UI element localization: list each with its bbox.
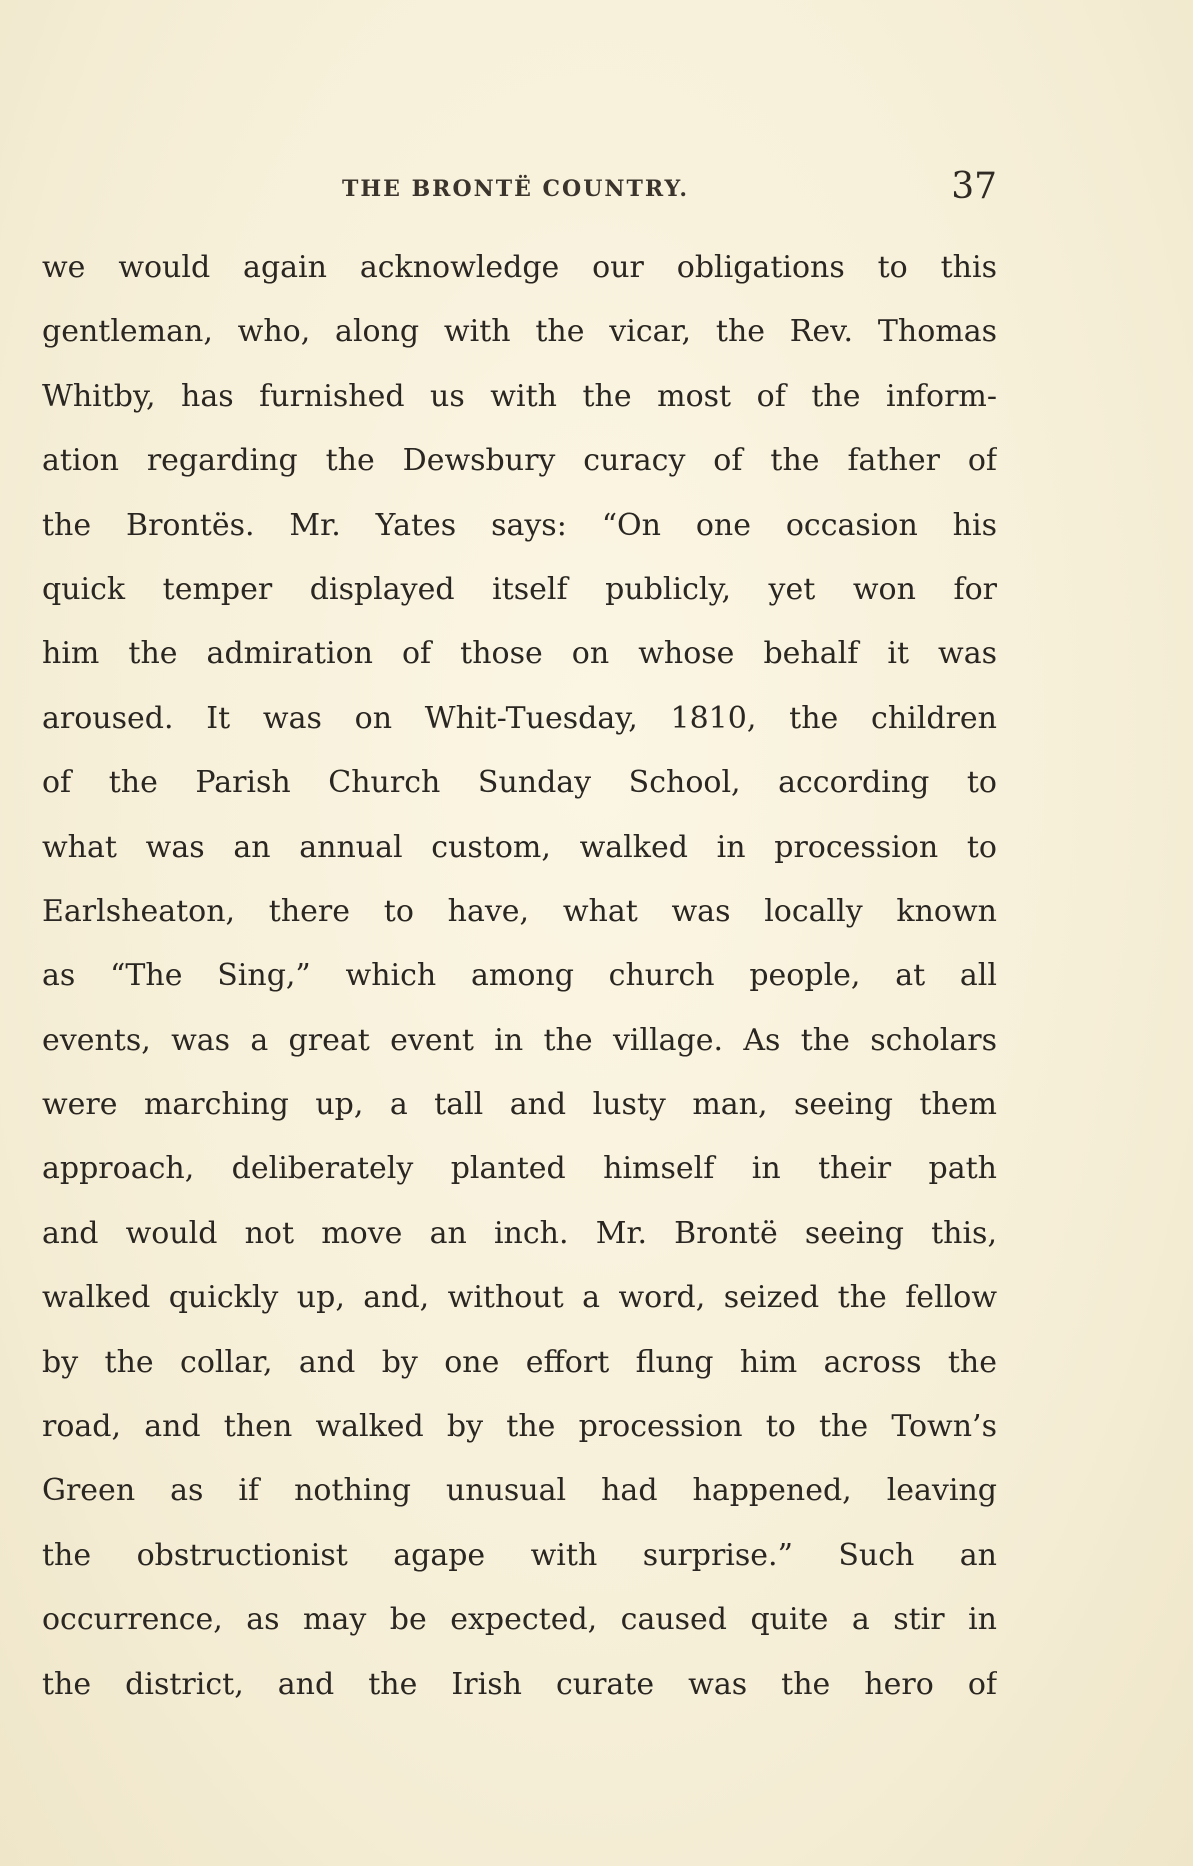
page-header <box>42 166 997 216</box>
text-line: we would again acknowledge our obligations to this <box>42 250 997 285</box>
text-line: Earlsheaton, there to have, what was locally known <box>42 893 997 929</box>
text-line: were marching up, a tall and lusty man, seeing them <box>42 1087 997 1123</box>
text-line: ation regarding the Dewsbury curacy of the father of <box>42 443 997 479</box>
text-line: the district, and the Irish curate was the hero of <box>42 1666 997 1702</box>
text-line: aroused. It was on Whit-Tuesday, 1810, the children <box>42 700 997 736</box>
page-number: 37 <box>951 166 997 207</box>
text-line: quick temper displayed itself publicly, yet won for <box>42 571 997 607</box>
text-line: by the collar, and by one effort flung him across the <box>42 1344 997 1380</box>
text-line: occurrence, as may be expected, caused quite a stir in <box>42 1602 997 1638</box>
text-line: road, and then walked by the procession to the Town’s <box>42 1409 997 1445</box>
text-line: approach, deliberately planted himself in their path <box>42 1151 997 1187</box>
text-line: him the admiration of those on whose behalf it was <box>42 636 997 672</box>
text-line: the obstructionist agape with surprise.” Such an <box>42 1537 997 1573</box>
body-text <box>42 236 997 1717</box>
running-title: THE BRONTË COUNTRY. <box>342 176 690 202</box>
text-line: the Brontës. Mr. Yates says: “On one occasion his <box>42 507 997 543</box>
text-line: and would not move an inch. Mr. Brontë seeing this, <box>42 1215 997 1251</box>
text-line: of the Parish Church Sunday School, according to <box>42 765 997 801</box>
text-line: gentleman, who, along with the vicar, the Rev. Thomas <box>42 314 997 350</box>
text-line: Whitby, has furnished us with the most of the inform- <box>42 378 997 414</box>
text-line: events, was a great event in the village. As the scholars <box>42 1022 997 1058</box>
text-line: Green as if nothing unusual had happened, leaving <box>42 1473 997 1509</box>
text-line: what was an annual custom, walked in procession to <box>42 829 997 865</box>
text-line: walked quickly up, and, without a word, seized the fellow <box>42 1280 997 1316</box>
text-line: as “The Sing,” which among church people, at all <box>42 958 997 994</box>
